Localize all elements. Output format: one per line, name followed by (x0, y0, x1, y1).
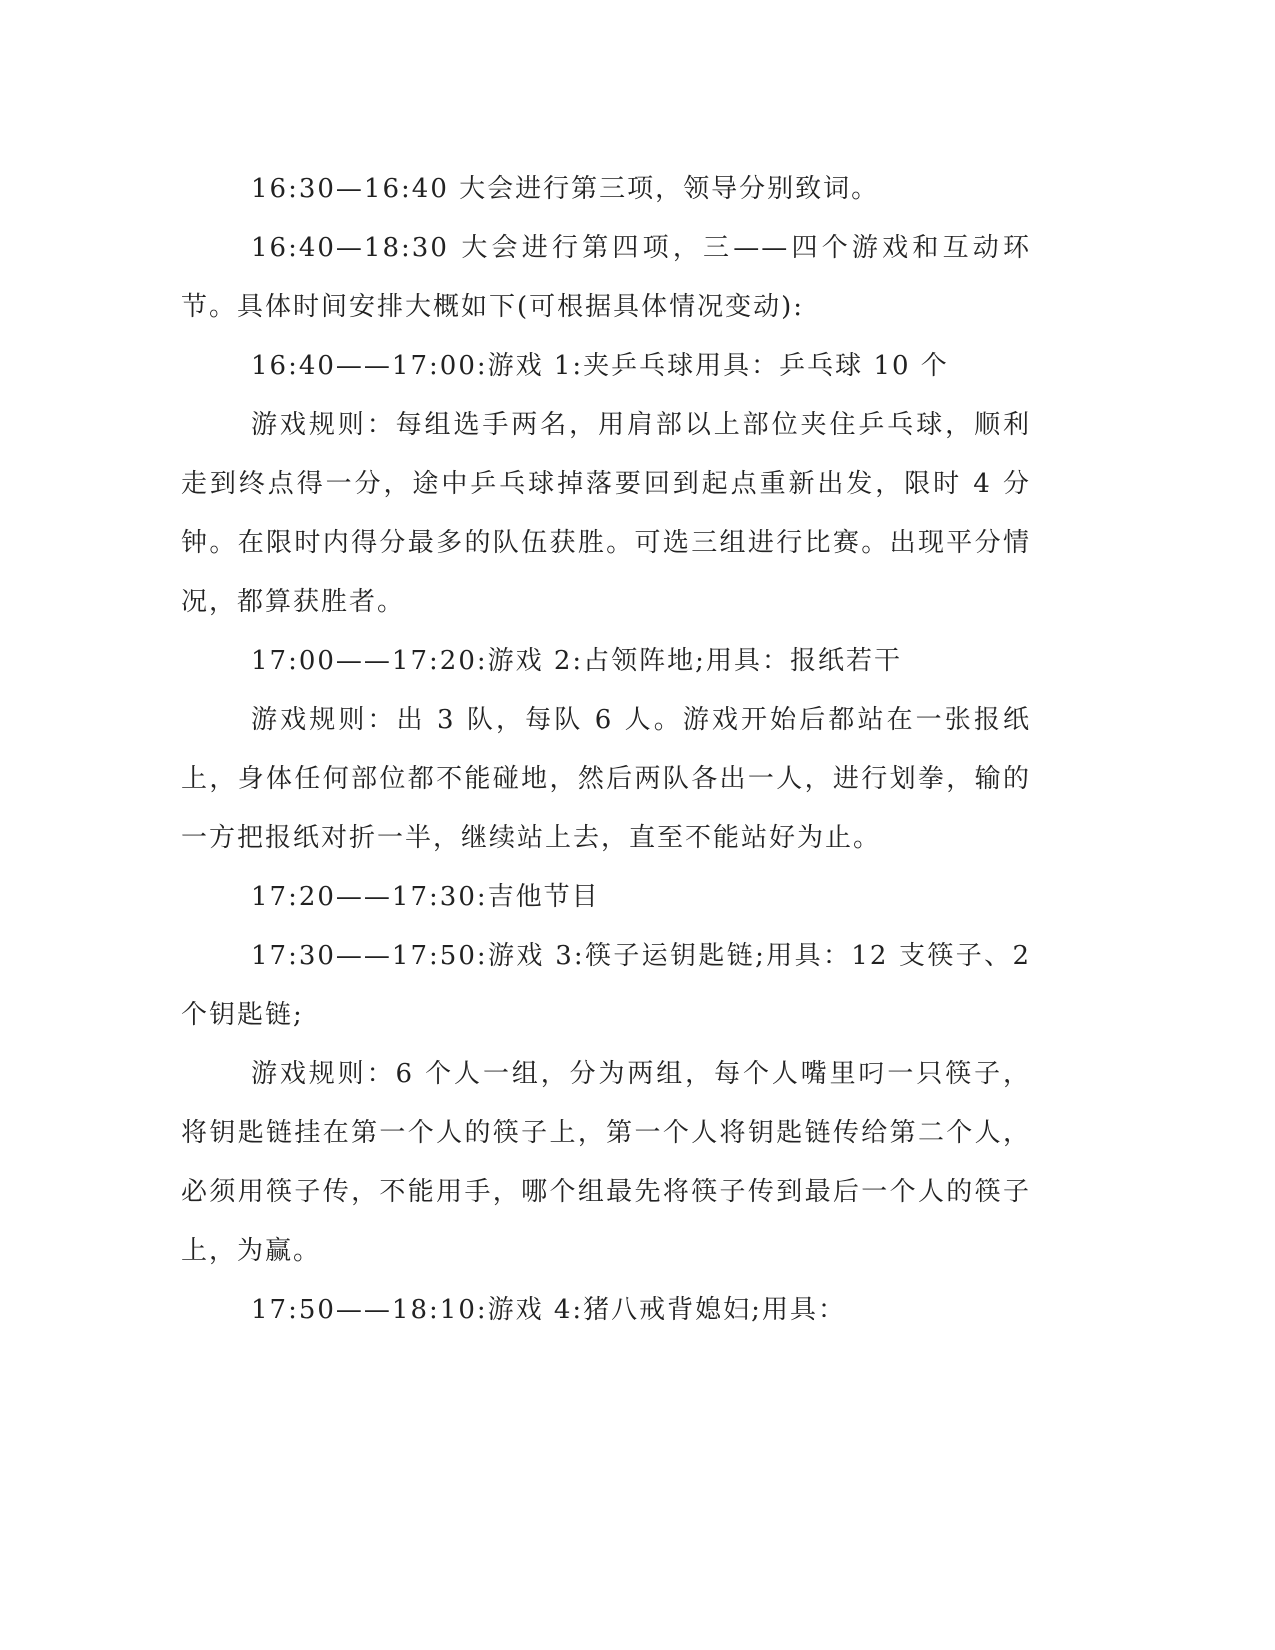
paragraph-game1-rules: 游戏规则：每组选手两名，用肩部以上部位夹住乒乓球，顺利走到终点得一分，途中乒乓球掉落要回到起点重新出发，限时 4 分钟。在限时内得分最多的队伍获胜。可选三组进行比赛。出现平分情况，都算获胜者。 (181, 410, 1031, 617)
paragraph-guitar-show: 17:20——17:30:吉他节目 (251, 882, 600, 912)
paragraph-game3-rules: 游戏规则：6 个人一组，分为两组，每个人嘴里叼一只筷子，将钥匙链挂在第一个人的筷子上，第一个人将钥匙链传给第二个人，必须用筷子传，不能用手，哪个组最先将筷子传到最后一个人的筷子上，为赢。 (181, 1059, 1031, 1266)
paragraph-game4-title: 17:50——18:10:游戏 4:猪八戒背媳妇;用具： (251, 1295, 846, 1325)
paragraph-game2-rules: 游戏规则：出 3 队，每队 6 人。游戏开始后都站在一张报纸上，身体任何部位都不能碰地，然后两队各出一人，进行划拳，输的一方把报纸对折一半，继续站上去，直至不能站好为止。 (181, 705, 1031, 853)
paragraph-game2-title: 17:00——17:20:游戏 2:占领阵地;用具：报纸若干 (251, 646, 902, 676)
paragraph-game3-title: 17:30——17:50:游戏 3:筷子运钥匙链;用具：12 支筷子、2 个钥匙链; (181, 941, 1031, 1030)
document-body (181, 160, 1031, 1340)
paragraph-game1-title: 16:40——17:00:游戏 1:夹乒乓球用具：乒乓球 10 个 (251, 351, 949, 381)
paragraph-games-overview: 16:40—18:30 大会进行第四项，三——四个游戏和互动环节。具体时间安排大概如下(可根据具体情况变动): (181, 233, 1031, 322)
paragraph-speech: 16:30—16:40 大会进行第三项，领导分别致词。 (251, 174, 880, 204)
